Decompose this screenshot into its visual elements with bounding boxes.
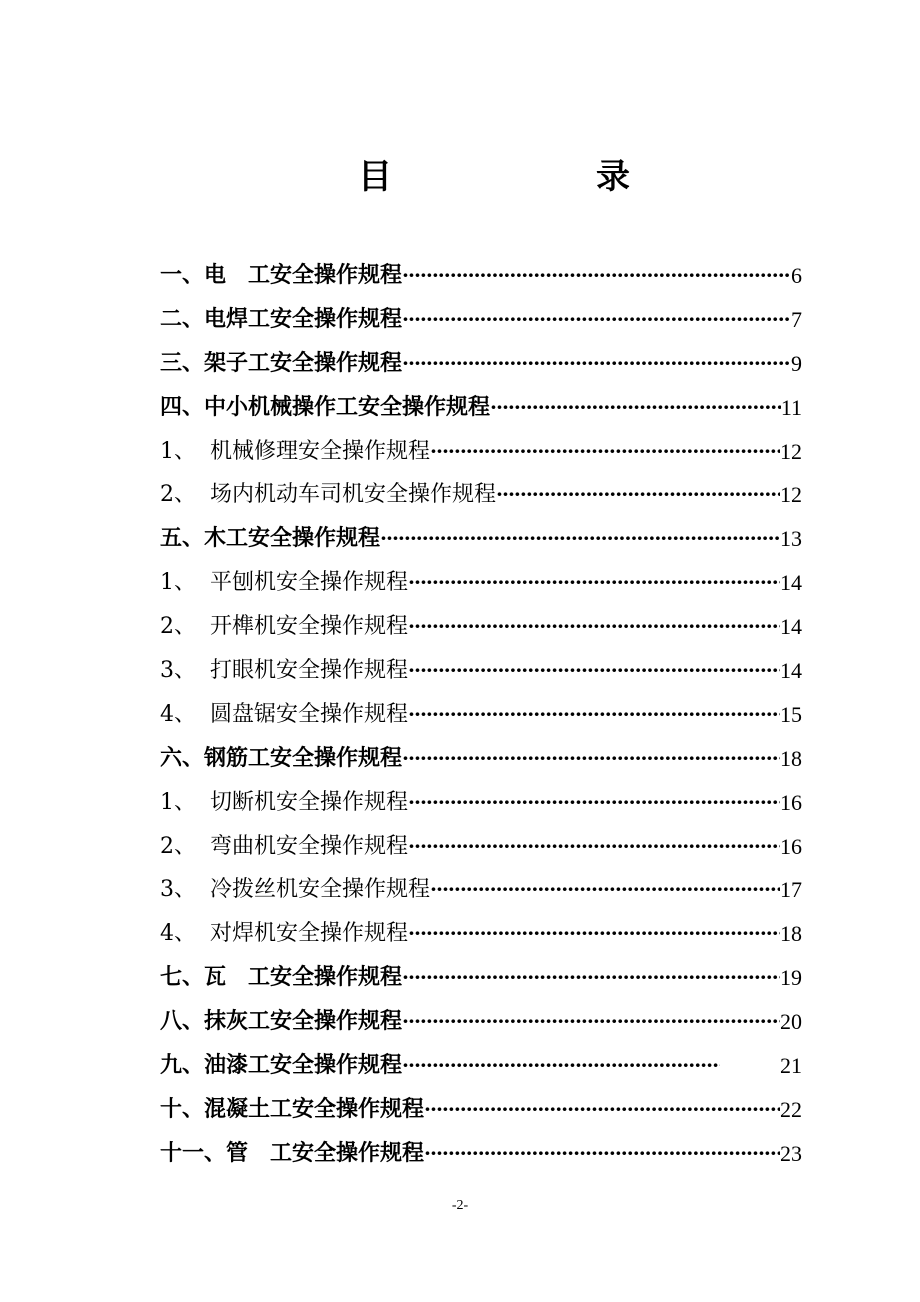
toc-entry[interactable] bbox=[160, 342, 802, 386]
toc-entry-page-number: 6 bbox=[791, 263, 802, 288]
toc-entry-page-number: 12 bbox=[780, 438, 802, 464]
toc-leader-dots bbox=[424, 1132, 780, 1176]
toc-entry-number: 一、 bbox=[160, 262, 205, 288]
toc-entry-label: 冷拨丝机安全操作规程 bbox=[210, 877, 431, 903]
toc-leader-dots bbox=[408, 605, 780, 649]
toc-leader-dots bbox=[430, 868, 780, 912]
toc-entry-page-number: 11 bbox=[780, 394, 802, 420]
toc-entry-label: 抹灰工安全操作规程 bbox=[204, 1008, 403, 1035]
toc-entry-label: 对焊机安全操作规程 bbox=[210, 921, 409, 947]
toc-entry-label: 电 工安全操作规程 bbox=[204, 262, 403, 288]
table-of-contents bbox=[160, 254, 802, 1176]
toc-entry-label: 弯曲机安全操作规程 bbox=[210, 833, 409, 859]
toc-entry-number: 3、 bbox=[160, 877, 196, 903]
toc-entry-number: 六、 bbox=[160, 744, 205, 771]
title-char-lu: 录 bbox=[596, 157, 630, 197]
toc-entry-number: 八、 bbox=[160, 1008, 205, 1035]
toc-leader-dots bbox=[402, 737, 780, 781]
toc-entry-number: 九、 bbox=[160, 1052, 205, 1079]
toc-entry-number: 1、 bbox=[160, 438, 196, 464]
toc-leader-dots bbox=[490, 386, 781, 430]
toc-entry-page-number: 14 bbox=[780, 570, 802, 596]
toc-entry-label: 油漆工安全操作规程 bbox=[204, 1052, 403, 1079]
toc-entry-label: 瓦 工安全操作规程 bbox=[204, 964, 403, 991]
toc-entry-label: 打眼机安全操作规程 bbox=[210, 658, 409, 684]
toc-entry-page-number: 18 bbox=[780, 921, 802, 947]
toc-entry-label: 钢筋工安全操作规程 bbox=[204, 744, 403, 771]
toc-entry-number: 4、 bbox=[160, 701, 196, 727]
toc-title bbox=[0, 152, 920, 202]
toc-leader-dots bbox=[408, 649, 780, 693]
toc-leader-dots bbox=[408, 912, 780, 956]
toc-entry-page-number: 13 bbox=[780, 526, 802, 552]
toc-leader-dots bbox=[496, 473, 780, 517]
toc-entry[interactable] bbox=[160, 430, 802, 474]
toc-entry-label: 架子工安全操作规程 bbox=[204, 349, 403, 376]
toc-entry-page-number: 23 bbox=[780, 1140, 802, 1166]
toc-entry-page-number: 7 bbox=[791, 306, 802, 332]
toc-entry[interactable] bbox=[160, 912, 802, 956]
toc-entry-page-number: 19 bbox=[780, 965, 802, 991]
toc-entry-page-number: 16 bbox=[780, 789, 802, 815]
toc-entry-number: 1、 bbox=[160, 789, 196, 815]
toc-entry-number: 五、 bbox=[160, 525, 205, 552]
toc-entry-number: 2、 bbox=[160, 614, 196, 640]
toc-entry[interactable] bbox=[160, 605, 802, 649]
toc-entry-number: 十一、 bbox=[160, 1139, 227, 1166]
toc-leader-dots bbox=[402, 298, 791, 342]
toc-leader-dots bbox=[408, 693, 780, 737]
toc-entry-number: 2、 bbox=[160, 833, 196, 859]
toc-leader-dots bbox=[408, 781, 780, 825]
toc-entry[interactable] bbox=[160, 781, 802, 825]
toc-leader-dots bbox=[402, 1044, 720, 1088]
toc-entry[interactable] bbox=[160, 737, 802, 781]
toc-entry-label: 开榫机安全操作规程 bbox=[210, 614, 409, 640]
toc-entry-label: 平刨机安全操作规程 bbox=[210, 570, 409, 596]
toc-entry-label: 机械修理安全操作规程 bbox=[210, 438, 431, 464]
toc-entry-number: 3、 bbox=[160, 658, 196, 684]
toc-leader-dots bbox=[402, 254, 791, 298]
toc-leader-dots bbox=[402, 956, 780, 1000]
page-number-footer: -2- bbox=[451, 1198, 469, 1213]
toc-entry-page-number: 16 bbox=[780, 833, 802, 859]
toc-entry[interactable] bbox=[160, 298, 802, 342]
toc-entry[interactable] bbox=[160, 1088, 802, 1132]
toc-entry[interactable] bbox=[160, 825, 802, 869]
toc-entry[interactable] bbox=[160, 1000, 802, 1044]
toc-entry[interactable] bbox=[160, 473, 802, 517]
toc-entry[interactable] bbox=[160, 254, 802, 298]
toc-entry-label: 中小机械操作工安全操作规程 bbox=[204, 393, 491, 420]
toc-leader-dots bbox=[402, 1000, 780, 1044]
toc-entry-page-number: 14 bbox=[780, 658, 802, 684]
toc-leader-dots bbox=[424, 1088, 780, 1132]
toc-entry[interactable] bbox=[160, 561, 802, 605]
toc-entry-number: 1、 bbox=[160, 570, 196, 596]
toc-leader-dots bbox=[408, 825, 780, 869]
toc-entry-number: 四、 bbox=[160, 393, 205, 420]
toc-leader-dots bbox=[380, 517, 780, 561]
toc-entry-number: 十、 bbox=[160, 1095, 205, 1122]
toc-entry-label: 电焊工安全操作规程 bbox=[204, 305, 403, 332]
toc-entry[interactable] bbox=[160, 1044, 802, 1088]
toc-entry-page-number: 20 bbox=[780, 1009, 802, 1035]
toc-entry-page-number: 18 bbox=[780, 745, 802, 771]
toc-entry-label: 木工安全操作规程 bbox=[204, 525, 381, 552]
toc-entry-page-number: 21 bbox=[780, 1053, 802, 1079]
toc-entry-label: 管 工安全操作规程 bbox=[226, 1139, 425, 1166]
toc-entry-page-number: 14 bbox=[780, 614, 802, 640]
toc-entry-label: 混凝土工安全操作规程 bbox=[204, 1095, 425, 1122]
toc-entry[interactable] bbox=[160, 693, 802, 737]
toc-entry[interactable] bbox=[160, 956, 802, 1000]
toc-entry[interactable] bbox=[160, 1132, 802, 1176]
toc-entry-page-number: 12 bbox=[780, 482, 802, 508]
toc-leader-dots bbox=[408, 561, 780, 605]
toc-entry-label: 圆盘锯安全操作规程 bbox=[210, 701, 409, 727]
toc-entry-number: 二、 bbox=[160, 305, 205, 332]
toc-entry[interactable] bbox=[160, 649, 802, 693]
toc-entry-number: 三、 bbox=[160, 349, 205, 376]
toc-entry[interactable] bbox=[160, 386, 802, 430]
title-char-mu: 目 bbox=[358, 157, 392, 197]
toc-entry-page-number: 9 bbox=[791, 350, 802, 376]
toc-leader-dots bbox=[430, 430, 780, 474]
toc-entry[interactable] bbox=[160, 517, 802, 561]
toc-entry[interactable] bbox=[160, 868, 802, 912]
toc-entry-page-number: 17 bbox=[780, 877, 802, 903]
toc-leader-dots bbox=[402, 342, 791, 386]
toc-entry-label: 切断机安全操作规程 bbox=[210, 789, 409, 815]
toc-entry-number: 2、 bbox=[160, 482, 196, 508]
toc-entry-label: 场内机动车司机安全操作规程 bbox=[210, 482, 497, 508]
toc-entry-number: 4、 bbox=[160, 921, 196, 947]
toc-entry-page-number: 15 bbox=[780, 701, 802, 727]
toc-entry-number: 七、 bbox=[160, 964, 205, 991]
toc-entry-page-number: 22 bbox=[780, 1096, 802, 1122]
